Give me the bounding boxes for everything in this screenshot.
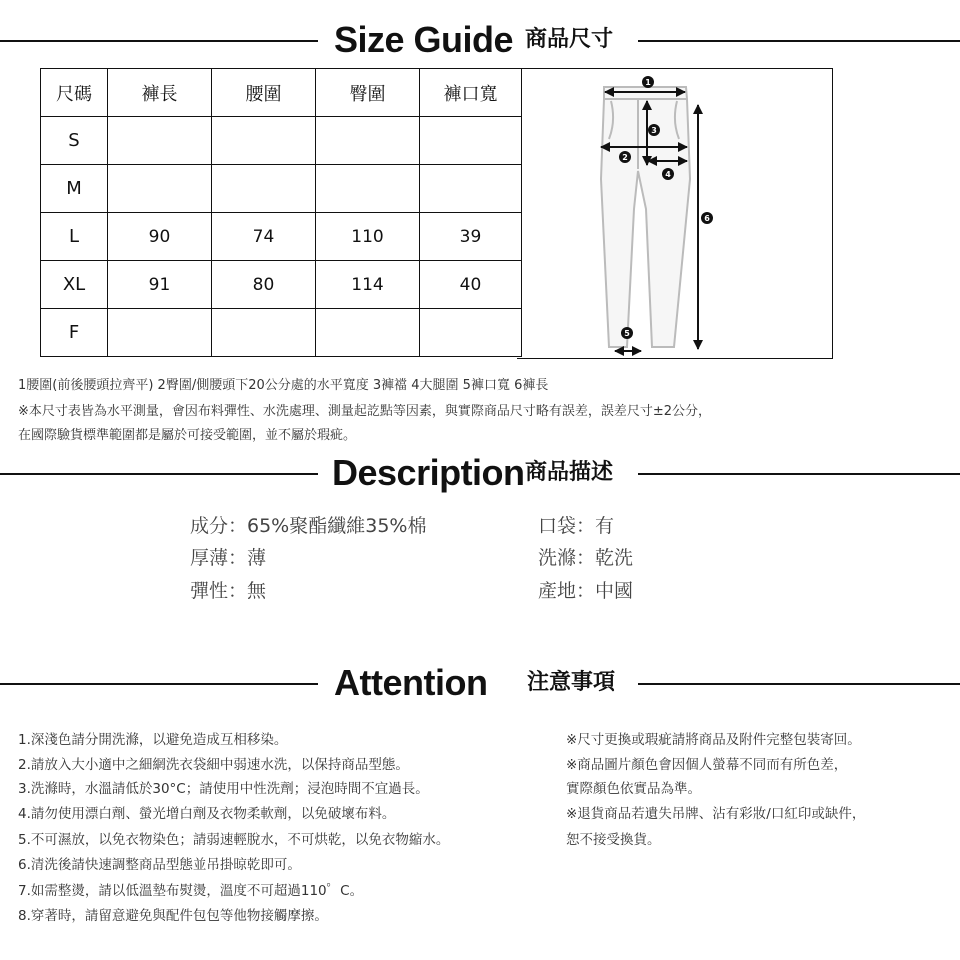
size-guide-title-zh: 商品尺寸 — [525, 27, 614, 52]
return-note: 實際顏色依實品為準。 — [566, 781, 701, 797]
desc-pocket: 口袋：有 — [538, 515, 615, 537]
size-label: F — [41, 309, 108, 357]
column-header: 褲口寬 — [420, 69, 522, 117]
marker-label: 3 — [651, 126, 657, 135]
marker-label: 4 — [665, 170, 671, 179]
column-header: 尺碼 — [41, 69, 108, 117]
desc-material: 成分：65%聚酯纖維35%棉 — [190, 515, 427, 537]
table-cell — [316, 309, 420, 357]
table-cell — [316, 117, 420, 165]
table-cell: 74 — [212, 213, 316, 261]
size-table-header — [41, 69, 522, 117]
table-cell — [316, 165, 420, 213]
header-rule-right — [638, 473, 960, 475]
measure-legend: 1腰圍(前後腰頭拉齊平) 2臀圍/側腰頭下20公分處的水平寬度 3褲襠 4大腿圍 5褲口寬 6褲長 — [18, 378, 549, 393]
table-cell: 114 — [316, 261, 420, 309]
table-row — [41, 213, 522, 261]
table-cell: 39 — [420, 213, 522, 261]
care-item: 1.深淺色請分開洗滌，以避免造成互相移染。 — [18, 732, 288, 748]
table-cell — [212, 117, 316, 165]
size-label: S — [41, 117, 108, 165]
size-guide-header — [0, 17, 960, 63]
header-rule-left — [0, 473, 318, 475]
pants-illustration — [517, 69, 833, 360]
return-note: ※商品圖片顏色會因個人螢幕不同而有所色差， — [566, 757, 848, 773]
table-cell — [108, 165, 212, 213]
pants-outline — [601, 87, 690, 347]
column-header: 腰圍 — [212, 69, 316, 117]
marker-label: 5 — [624, 329, 630, 338]
table-row — [41, 117, 522, 165]
size-table — [40, 68, 522, 357]
attention-title-zh: 注意事項 — [527, 670, 616, 695]
column-header: 臀圍 — [316, 69, 420, 117]
marker-label: 1 — [645, 78, 651, 87]
table-cell — [420, 117, 522, 165]
pants-diagram — [517, 68, 833, 359]
measure-note: ※本尺寸表皆為水平測量，會因布料彈性、水洗處理、測量起訖點等因素，與實際商品尺寸略有誤差，誤差尺寸±2公分， — [18, 404, 712, 419]
care-item: 3.洗滌時，水溫請低於30°C；請使用中性洗劑；浸泡時間不宜過長。 — [18, 781, 429, 797]
table-cell: 91 — [108, 261, 212, 309]
desc-thickness: 厚薄：薄 — [190, 547, 267, 569]
desc-wash: 洗滌：乾洗 — [538, 547, 634, 569]
care-item: 2.請放入大小適中之細網洗衣袋細中弱速水洗，以保持商品型態。 — [18, 757, 409, 773]
table-cell: 80 — [212, 261, 316, 309]
care-item: 6.清洗後請快速調整商品型態並吊掛晾乾即可。 — [18, 857, 301, 873]
table-cell — [212, 165, 316, 213]
return-note: ※退貨商品若遺失吊牌、沾有彩妝/口紅印或缺件， — [566, 806, 866, 822]
care-item: 7.如需整燙，請以低溫墊布熨燙，溫度不可超過110゜C。 — [18, 883, 364, 899]
size-label: M — [41, 165, 108, 213]
care-item: 8.穿著時，請留意避免與配件包包等他物接觸摩擦。 — [18, 908, 328, 924]
table-cell — [108, 309, 212, 357]
table-cell: 90 — [108, 213, 212, 261]
table-cell — [108, 117, 212, 165]
size-label: XL — [41, 261, 108, 309]
table-row — [41, 309, 522, 357]
care-item: 5.不可濕放，以免衣物染色；請弱速輕脫水，不可烘乾，以免衣物縮水。 — [18, 832, 450, 848]
desc-elasticity: 彈性：無 — [190, 580, 267, 602]
header-rule-right — [638, 683, 960, 685]
table-cell — [420, 309, 522, 357]
table-cell: 40 — [420, 261, 522, 309]
return-note: ※尺寸更換或瑕疵請將商品及附件完整包裝寄回。 — [566, 732, 861, 748]
description-title: Description — [332, 452, 525, 493]
size-guide-title: Size Guide — [334, 19, 514, 60]
care-item: 4.請勿使用漂白劑、螢光增白劑及衣物柔軟劑，以免破壞布料。 — [18, 806, 396, 822]
table-row — [41, 261, 522, 309]
description-header — [0, 450, 960, 496]
table-cell — [420, 165, 522, 213]
column-header: 褲長 — [108, 69, 212, 117]
attention-header — [0, 660, 960, 706]
size-label: L — [41, 213, 108, 261]
header-rule-left — [0, 40, 318, 42]
desc-origin: 產地：中國 — [538, 580, 634, 602]
table-cell — [212, 309, 316, 357]
header-rule-right — [638, 40, 960, 42]
description-title-zh: 商品描述 — [525, 460, 614, 485]
table-row — [41, 165, 522, 213]
header-rule-left — [0, 683, 318, 685]
table-cell: 110 — [316, 213, 420, 261]
attention-title: Attention — [334, 662, 488, 703]
marker-label: 2 — [622, 153, 628, 162]
return-note: 恕不接受換貨。 — [566, 832, 661, 848]
measure-note: 在國際驗貨標準範圍都是屬於可接受範圍，並不屬於瑕疵。 — [18, 428, 357, 443]
marker-label: 6 — [704, 214, 710, 223]
